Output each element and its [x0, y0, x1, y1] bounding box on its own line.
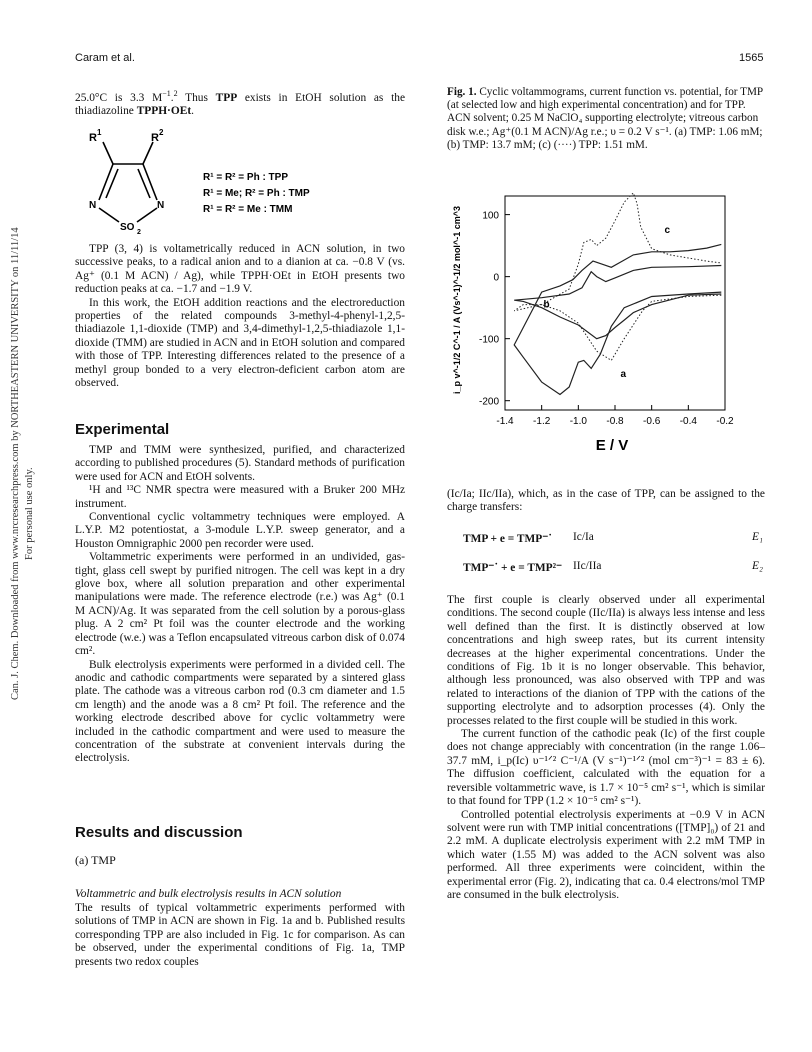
- paragraph-first-couple: The first couple is clearly observed under all experimental conditions. The second couple (IIc/IIa) is always less intense and less well defined than the first. It is distinctly observed at low concentrations and high sweep rates, but its current intensity decreases at the higher experimental concentrations. Under the conditions of Fig. 1b it is no longer observable. This behavior, although less pronounced, was also observed with TPP and was related to interactions of the dianion of TPP with the cations of the supporting electrolyte and to adsorption processes (4). Only the processes related to the first couple will be studied in this work.: [447, 594, 765, 727]
- left-experimental: [75, 444, 405, 766]
- x-tick-labels: [496, 416, 734, 427]
- x-tick-label: -1.0: [569, 416, 587, 427]
- right-body: [447, 594, 765, 902]
- paragraph-synthesis: TMP and TMM were synthesized, purified, and characterized according to published procedures (5). Standard methods of purification were used for ACN and EtOH solvents.: [75, 444, 405, 483]
- paragraph-nmr: ¹H and ¹³C NMR spectra were measured with a Bruker 200 MHz instrument.: [75, 484, 405, 510]
- equation-1: TMP + e = TMP⁻˙: [463, 533, 553, 545]
- thiadiazole-structure: [75, 122, 405, 244]
- paragraph-current-function: The current function of the cathodic peak (Ic) of the first couple does not change appreciably with concentration (in the range 1.06–37.7 mM, i_p(Ic) υ⁻¹ᐟ² C⁻¹/A (V s⁻¹)⁻¹ᐟ² (mol cm⁻³)⁻¹ = 83 ± 6). The diffusion coefficient, calculated with the equation for a reversible voltammetric wave, is 1.7 × 10⁻⁵ cm² s⁻¹, which is similar to that found for TPP (1.2 × 10⁻⁵ cm² s⁻¹).: [447, 728, 765, 808]
- paragraph-charge-transfers: (Ic/Ia; IIc/IIa), which, as in the case of TPP, can be assigned to the charge transfers:: [447, 488, 765, 514]
- x-tick-label: -0.2: [716, 416, 734, 427]
- intro-paragraph: 25.0°C is 3.3 $M^{-1}.^2$ Thus TPP exists in EtOH solution as the thiadiazoline TPPH·OEt.: [75, 89, 405, 118]
- equation-2-couple: IIc/IIa: [573, 560, 602, 572]
- subheading-acn: Voltammetric and bulk electrolysis results in ACN solution: [75, 888, 342, 900]
- structure-legend-tpp: R¹ = R² = Ph : TPP: [203, 172, 289, 183]
- paragraph-results-intro: The results of typical voltammetric experiments performed with solutions of TMP in ACN are shown in Fig. 1a and b. Published results corresponding TPP are also included in Fig. 1c for comparison. As can be observed, under the experimental conditions of Fig. 1a, TMP presents two redox couples: [75, 902, 405, 968]
- equation-1-couple: Ic/Ia: [573, 531, 594, 543]
- y-tick-label: 100: [482, 210, 499, 222]
- chart-plot-area: [514, 193, 721, 395]
- so2-label: SO: [120, 222, 135, 233]
- left-results: [75, 902, 405, 969]
- right-body-top: [447, 488, 765, 515]
- x-axis-label: E / V: [595, 437, 629, 454]
- paragraph-this-work: In this work, the EtOH addition reactions and the electroreduction properties of the related compounds 3-methyl-4-phenyl-1,2,5-thiadiazole 1,1-dioxide (TMP) and 3,4-dimethyl-1,2,5-thiadiazole 1,1-dioxide (TMM) are studied in ACN and in EtOH solution and compared with those of TPP. Interesting differences related to the presence of a methyl group bonded to a very electron-deficient carbon atom are observed.: [75, 296, 405, 390]
- y-axis-label: i_p v^-1/2 C^-1 / A (Vs^-1)^-1/2 mol^-1 cm^3: [452, 206, 462, 394]
- y-tick-labels: [479, 211, 499, 408]
- curve-annotation-c: c: [664, 225, 671, 237]
- r1-label: R: [89, 132, 97, 144]
- r2-sup: 2: [159, 128, 164, 137]
- so2-subscript: 2: [137, 229, 141, 236]
- n-left-label: N: [89, 200, 97, 211]
- curve-annotation-a: a: [620, 369, 627, 381]
- cyclic-voltammogram-chart: [447, 188, 767, 458]
- curve-annotation-b: b: [543, 299, 550, 311]
- page-number: 1565: [739, 52, 764, 64]
- running-head-authors: Caram et al.: [75, 52, 135, 64]
- x-tick-label: -0.8: [606, 416, 624, 427]
- r1-sup: 1: [97, 128, 102, 137]
- x-tick-label: -0.4: [679, 416, 697, 427]
- paragraph-cv-technique: Conventional cyclic voltammetry techniques were employed. A L.Y.P. M2 potentiostat, a 3-module L.Y.P. sweep generator, and a Houston Omnigraphic 2000 pen recorder were used.: [75, 511, 405, 550]
- subheading-a-tmp: (a) TMP: [75, 853, 116, 867]
- structure-legend-tmp: R¹ = Me; R² = Ph : TMP: [203, 188, 310, 199]
- paragraph-bulk-electrolysis: Bulk electrolysis experiments were performed in a divided cell. The anodic and cathodic compartments were separated by a sintered glass plate. The cathode was a vitreous carbon rod (0.3 cm diameter and 1.5 cm length) and the anode was a 8 cm² Pt foil. The reference and the working electrode described above for cyclic voltammetry were included in the cathodic compartment and were used to measure the concentration of the substrate at convenient intervals during the electrolysis.: [75, 658, 405, 765]
- left-body-1: [75, 243, 405, 390]
- y-tick-label: 0: [493, 272, 499, 284]
- x-tick-label: -0.6: [643, 416, 661, 427]
- r2-label: R: [151, 132, 159, 144]
- paragraph-voltammetric-setup: Voltammetric experiments were performed in an undivided, gas-tight, glass cell swept by purified nitrogen. The cell was kept in a dry glove box, where all solution preparation and other experimental manipulations were made. The reference electrode (r.e.) was Ag⁺ (0.1 M ACN)/Ag. It was separated from the cell solution by a porous-glass plug. A 2 cm² Pt foil was the counter electrode and the working electrode (w.e.) was a Teflon encapsulated vitreous carbon disk of 0.074 cm².: [75, 551, 405, 658]
- y-tick-label: -200: [478, 396, 499, 408]
- figure-label: Fig. 1.: [447, 86, 477, 98]
- paragraph-controlled-electrolysis: Controlled potential electrolysis experiments at −0.9 V in ACN solvent were run with TMP initial concentrations ([TMP]₀) of 21 and 2.2 mM. A duplicate electrolysis experiment with 2.2 mM TMP in which water (1.55 M) was added to the ACN solvent was also performed. All three experiments were coincident, within the experimental error (Fig. 2), indicating that ca. 0.4 electrons/mol TMP are consumed in the bulk electrolysis.: [447, 808, 765, 901]
- equation-1-tag: E₁: [752, 531, 763, 543]
- figure-caption-text: Cyclic voltammograms, current function vs. potential, for TMP (at selected low and high experimental concentration) and for TPP. ACN solvent; 0.25 M NaClO₄ supporting electrolyte; vitreous carbon disk w.e.; Ag⁺(0.1 M ACN)/Ag r.e.; υ = 0.2 V s⁻¹. (a) TMP: 1.06 mM; (b) TMP: 13.7 mM; (c) (····) TPP: 1.51 mM.: [447, 86, 763, 151]
- structure-legend-tmm: R¹ = R² = Me : TMM: [203, 204, 293, 215]
- x-tick-label: -1.2: [533, 416, 551, 427]
- heading-experimental: Experimental: [75, 421, 170, 438]
- equation-2-tag: E₂: [752, 560, 763, 572]
- download-notice: Can. J. Chem. Downloaded from www.nrcresearchpress.com by NORTHEASTERN UNIVERSITY on 11/11/14: [10, 227, 21, 700]
- download-sidebar: [6, 0, 46, 1052]
- figure-caption: [447, 86, 765, 152]
- x-tick-label: -1.4: [496, 416, 514, 427]
- heading-results: Results and discussion: [75, 824, 243, 841]
- personal-use-notice: For personal use only.: [24, 467, 35, 560]
- equation-2: TMP⁻˙ + e = TMP²⁻: [463, 562, 563, 574]
- paragraph-tpp-reduction: TPP (3, 4) is voltametrically reduced in ACN solution, in two successive peaks, to a radical anion and to a dianion at ca. −0.8 V (vs. Ag⁺ (0.1 M ACN) / Ag), while TPPH·OEt in EtOH presents two reduction peaks at ca. −1.7 and −1.9 V.: [75, 243, 405, 296]
- n-right-label: N: [157, 200, 165, 211]
- y-tick-label: -100: [478, 334, 499, 346]
